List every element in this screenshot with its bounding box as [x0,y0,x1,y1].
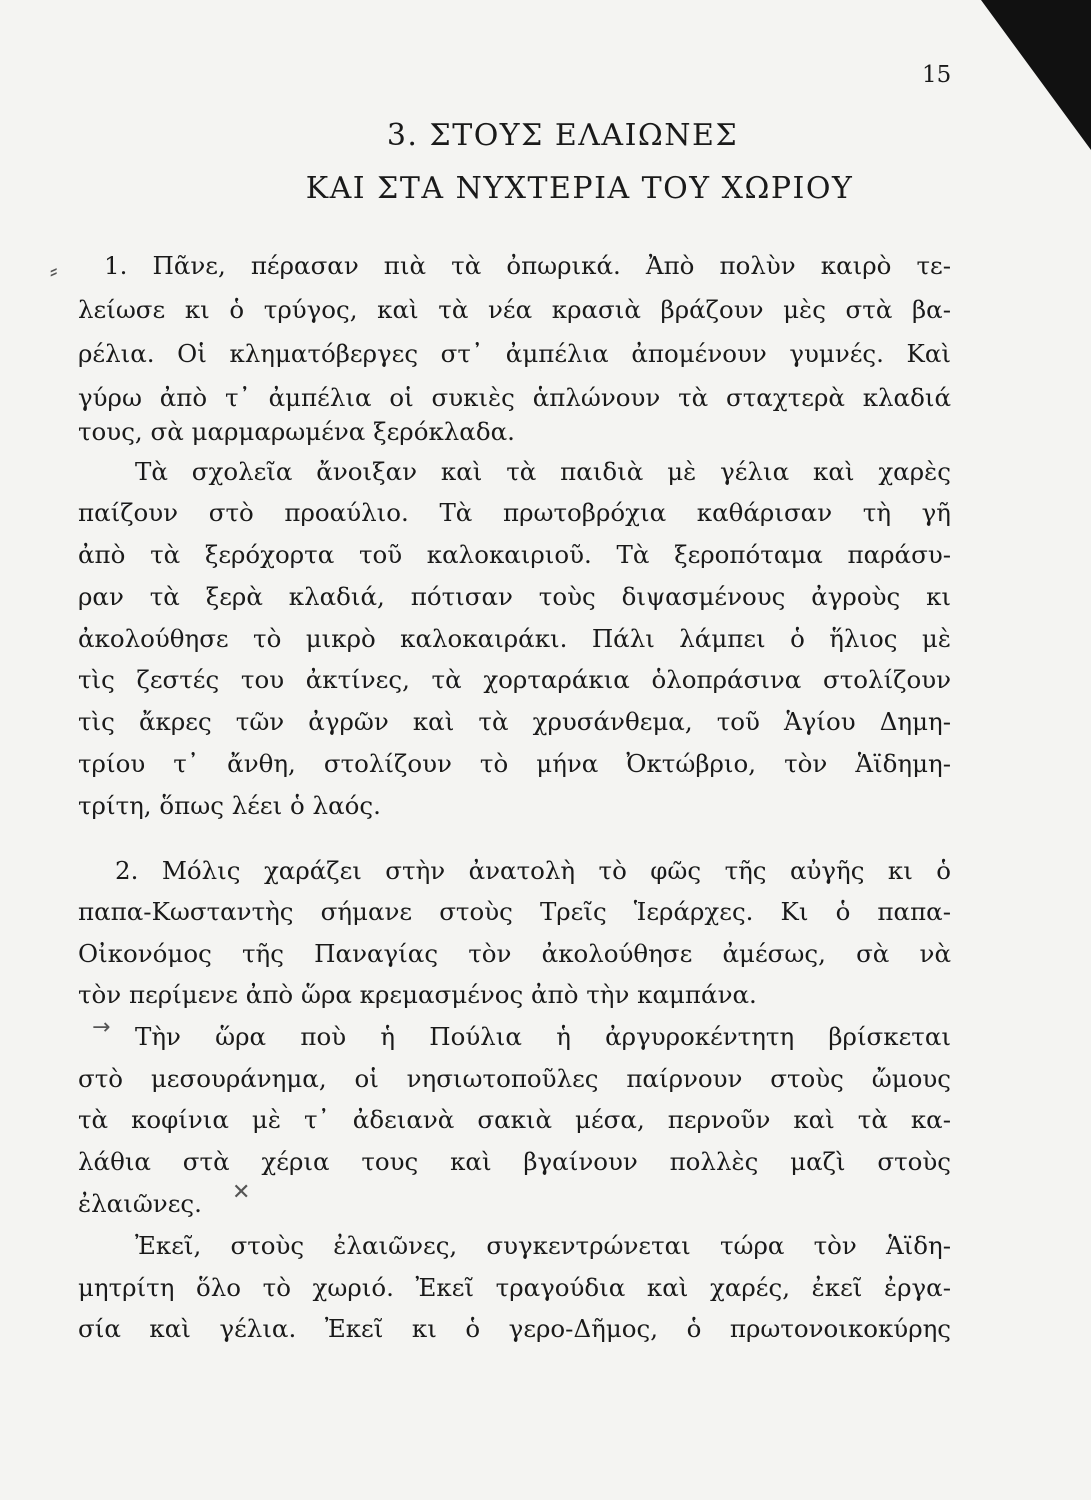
text-line: Ἐκεῖ, στοὺς ἐλαιῶνες, συγκεντρώνεται τώρα τὸν Ἁϊδη- [135,1231,951,1260]
text-line: 2. Μόλις χαράζει στὴν ἀνατολὴ τὸ φῶς τῆς αὐγῆς κι ὁ [115,856,951,885]
text-line: λείωσε κι ὁ τρύγος, καὶ τὰ νέα κρασιὰ βράζουν μὲς στὰ βα- [78,295,951,324]
text-line: παίζουν στὸ προαύλιο. Τὰ πρωτοβρόχια καθάρισαν τὴ γῆ [78,498,951,527]
chapter-title-line-1: 3. ΣΤΟΥΣ ΕΛΑΙΩΝΕΣ [386,118,739,153]
text-line: τὶς ζεστές του ἀκτίνες, τὰ χορταράκια ὁλοπράσινα στολίζουν [78,665,951,694]
page-number: 15 [922,62,952,88]
text-line: 1. Πᾶνε, πέρασαν πιὰ τὰ ὀπωρικά. Ἀπὸ πολὺν καιρὸ τε- [104,251,951,280]
pencil-arrow-mark: → [92,1015,111,1040]
text-line: τρίτη, ὅπως λέει ὁ λαός. [78,791,381,820]
text-line: ἀκολούθησε τὸ μικρὸ καλοκαιράκι. Πάλι λάμπει ὁ ἥλιος μὲ [78,624,951,653]
text-line: μητρίτη ὅλο τὸ χωριό. Ἐκεῖ τραγούδια καὶ χαρές, ἐκεῖ ἐργα- [78,1273,951,1302]
pencil-tick-mark: ⸗ [50,259,58,284]
text-line: ρέλια. Οἱ κληματόβεργες στ᾿ ἀμπέλια ἀπομένουν γυμνές. Καὶ [78,339,951,368]
text-line: λάθια στὰ χέρια τους καὶ βγαίνουν πολλὲς μαζὶ στοὺς [78,1147,951,1176]
text-line: τὶς ἄκρες τῶν ἀγρῶν καὶ τὰ χρυσάνθεμα, τοῦ Ἁγίου Δημη- [78,707,951,736]
chapter-title-line-2: ΚΑΙ ΣΤΑ ΝΥΧΤΕΡΙΑ ΤΟΥ ΧΩΡΙΟΥ [305,171,854,206]
text-line: ἐλαιῶνες. [78,1189,202,1218]
text-line: Τὰ σχολεῖα ἄνοιξαν καὶ τὰ παιδιὰ μὲ γέλια καὶ χαρὲς [135,457,951,486]
text-line: τους, σὰ μαρμαρωμένα ξερόκλαδα. [78,417,515,446]
text-line: Οἰκονόμος τῆς Παναγίας τὸν ἀκολούθησε ἀμέσως, σὰ νὰ [78,939,951,968]
text-line: τὰ κοφίνια μὲ τ᾿ ἀδειανὰ σακιὰ μέσα, περνοῦν καὶ τὰ κα- [78,1105,951,1134]
text-line: παπα-Κωσταντὴς σήμανε στοὺς Τρεῖς Ἱεράρχες. Κι ὁ παπα- [78,897,951,926]
text-line: ἀπὸ τὰ ξερόχορτα τοῦ καλοκαιριοῦ. Τὰ ξεροπόταμα παράσυ- [78,540,951,569]
text-line: τὸν περίμενε ἀπὸ ὥρα κρεμασμένος ἀπὸ τὴν καμπάνα. [78,980,757,1009]
text-line: γύρω ἀπὸ τ᾿ ἀμπέλια οἱ συκιὲς ἁπλώνουν τὰ σταχτερὰ κλαδιά [78,383,951,412]
text-line: στὸ μεσουράνημα, οἱ νησιωτοποῦλες παίρνουν στοὺς ὤμους [78,1064,951,1093]
text-line: τρίου τ᾿ ἄνθη, στολίζουν τὸ μήνα Ὀκτώβριο, τὸν Ἁϊδημη- [78,749,951,778]
text-line: Τὴν ὥρα ποὺ ἡ Πούλια ἡ ἀργυροκέντητη βρίσκεται [135,1022,951,1051]
pencil-cross-mark: ✕ [232,1180,251,1205]
text-line: σία καὶ γέλια. Ἐκεῖ κι ὁ γερο-Δῆμος, ὁ πρωτονοικοκύρης [78,1314,951,1343]
text-line: ραν τὰ ξερὰ κλαδιά, πότισαν τοὺς διψασμένους ἀγροὺς κι [78,582,951,611]
